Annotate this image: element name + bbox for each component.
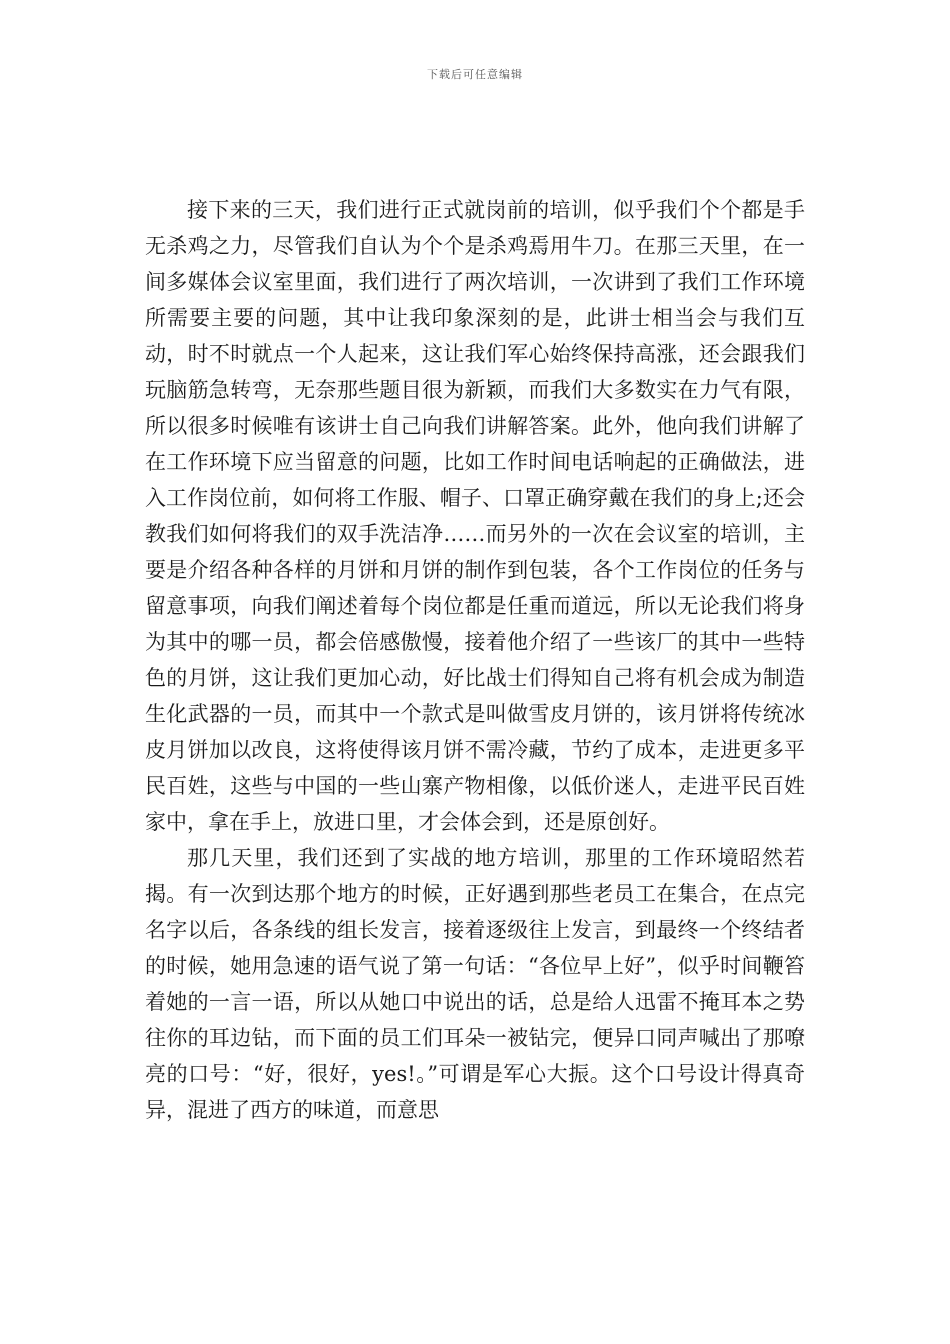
paragraph-2: 那几天里，我们还到了实战的地方培训，那里的工作环境昭然若揭。有一次到达那个地方的时候，正好遇到那些老员工在集合，在点完名字以后，各条线的组长发言，接着逐级往上发言，到最终一个终结者的时候，她用急速的语气说了第一句话：“各位早上好”，似乎时间鞭笞着她的一言一语，所以从她口中说出的话，总是给人迅雷不掩耳本之势往你的耳边钻，而下面的员工们耳朵一被钻完，便异口同声喊出了那嘹亮的口号：“好，很好，yes!。”可谓是军心大振。这个口号设计得真奇异，混进了西方的味道，而意思 [145, 846, 805, 1122]
document-body [145, 192, 805, 1128]
page-header: 下载后可任意编辑 [427, 68, 523, 81]
paragraph-1: 接下来的三天，我们进行正式就岗前的培训，似乎我们个个都是手无杀鸡之力，尽管我们自认为个个是杀鸡焉用牛刀。在那三天里，在一间多媒体会议室里面，我们进行了两次培训，一次讲到了我们工作环境所需要主要的问题，其中让我印象深刻的是，此讲士相当会与我们互动，时不时就点一个人起来，这让我们军心始终保持高涨，还会跟我们玩脑筋急转弯，无奈那些题目很为新颖，而我们大多数实在力气有限，所以很多时候唯有该讲士自己向我们讲解答案。此外，他向我们讲解了在工作环境下应当留意的问题，比如工作时间电话响起的正确做法，进入工作岗位前，如何将工作服、帽子、口罩正确穿戴在我们的身上;还会教我们如何将我们的双手洗洁净……而另外的一次在会议室的培训，主要是介绍各种各样的月饼和月饼的制作到包装，各个工作岗位的任务与留意事项，向我们阐述着每个岗位都是任重而道远，所以无论我们将身为其中的哪一员，都会倍感傲慢，接着他介绍了一些该厂的其中一些特色的月饼，这让我们更加心动，好比战士们得知自己将有机会成为制造生化武器的一员，而其中一个款式是叫做雪皮月饼的，该月饼将传统冰皮月饼加以改良，这将使得该月饼不需冷藏，节约了成本，走进更多平民百姓，这些与中国的一些山寨产物相像，以低价迷人，走进平民百姓家中，拿在手上，放进口里，才会体会到，还是原创好。 [145, 198, 805, 834]
